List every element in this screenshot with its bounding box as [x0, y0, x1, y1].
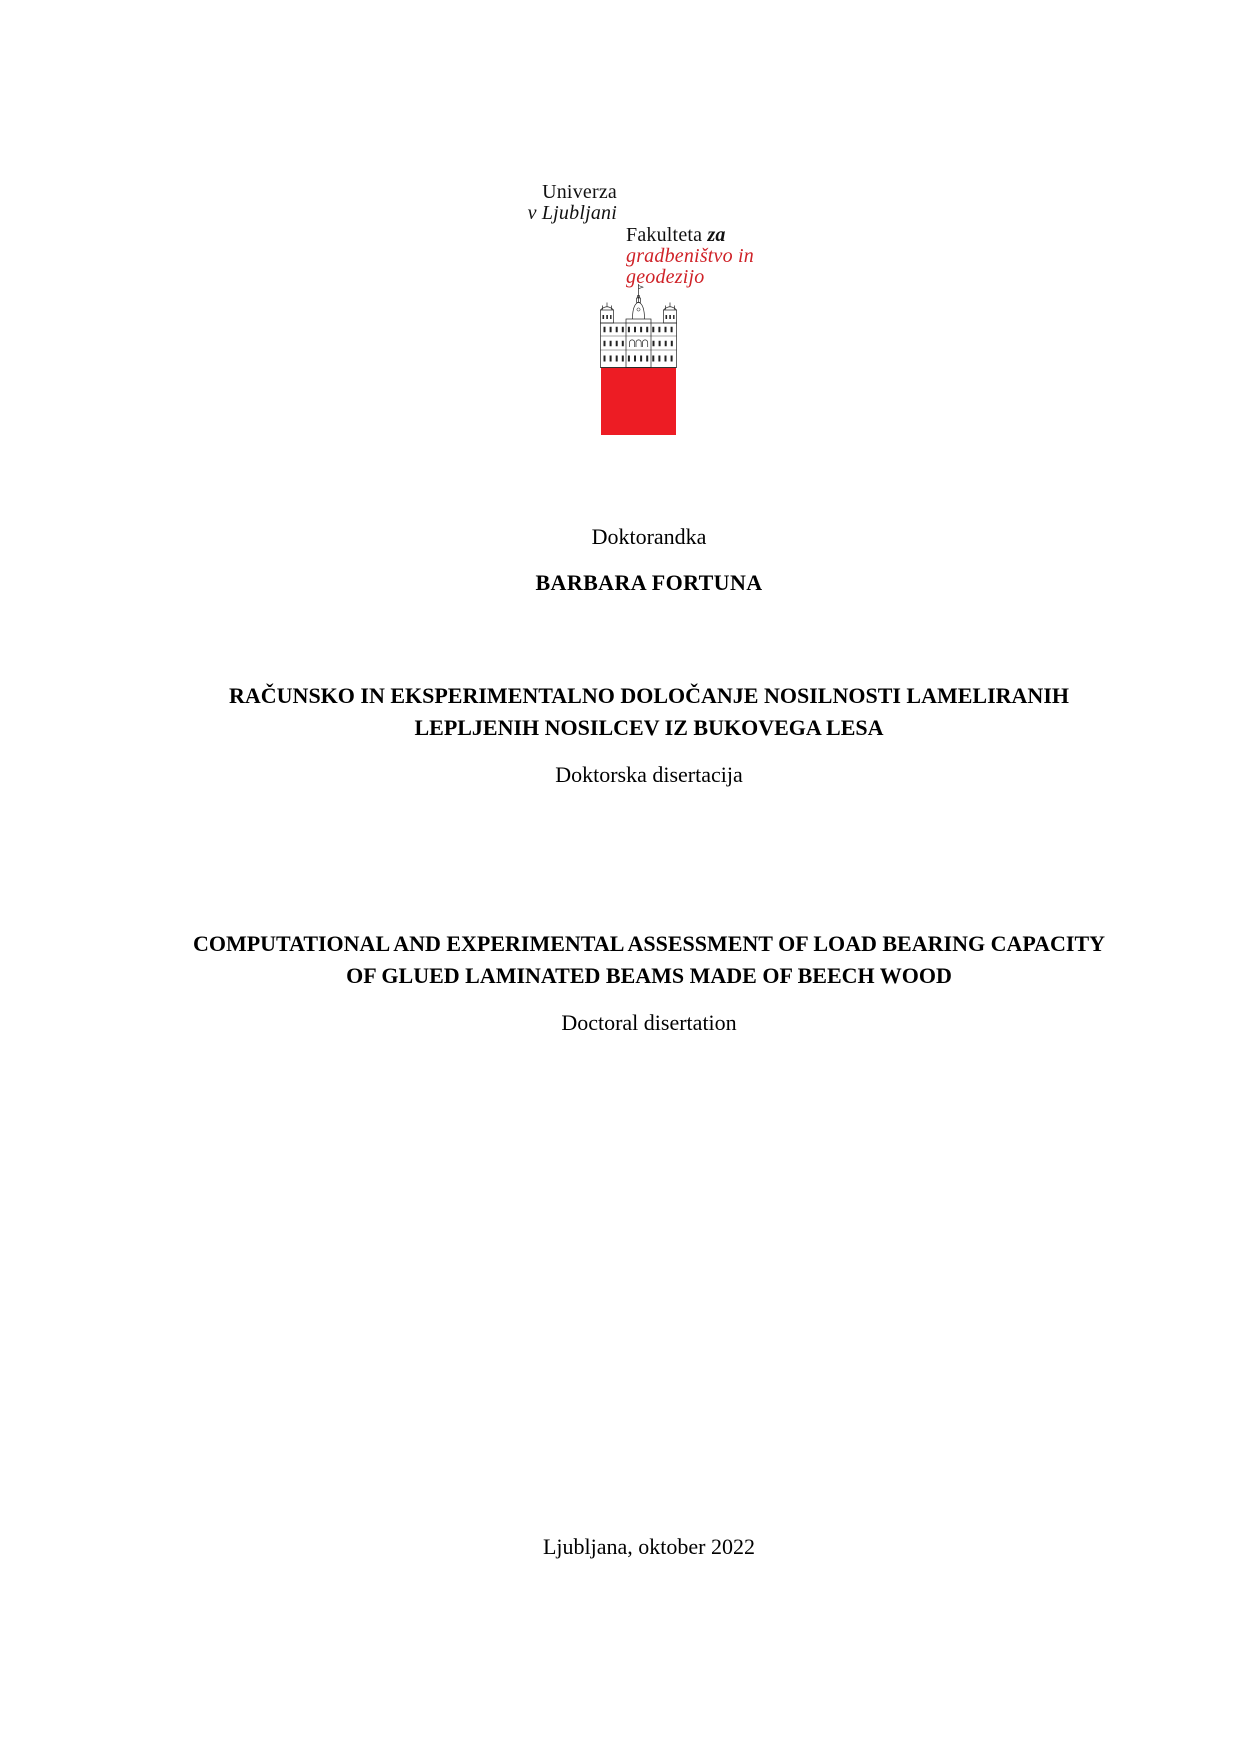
faculty-name-line3: geodezijo	[626, 266, 705, 288]
faculty-name-line1	[626, 225, 754, 246]
title-english-line2: OF GLUED LAMINATED BEAMS MADE OF BEECH WOOD	[346, 963, 952, 988]
faculty-name-line2: gradbeništvo in	[626, 245, 754, 267]
title-english-line1: COMPUTATIONAL AND EXPERIMENTAL ASSESSMENT OF LOAD BEARING CAPACITY	[192, 931, 1106, 956]
university-logotype	[420, 182, 617, 224]
faculty-word-za: za	[707, 224, 726, 246]
role-label: Doktorandka	[591, 524, 707, 549]
author-name: BARBARA FORTUNA	[535, 570, 763, 595]
subtitle-english: Doctoral disertation	[561, 1010, 737, 1035]
title-english	[57, 928, 1241, 992]
red-square-icon	[601, 368, 676, 435]
subtitle-slovenian: Doktorska disertacija	[555, 762, 743, 787]
faculty-logotype	[626, 225, 754, 288]
title-slovenian	[57, 680, 1241, 744]
faculty-word-fakulteta: Fakulteta	[626, 224, 708, 246]
title-slovenian-line2: LEPLJENIH NOSILCEV IZ BUKOVEGA LESA	[414, 715, 884, 740]
university-building-icon	[599, 283, 678, 368]
university-name-line1: Univerza	[542, 181, 617, 203]
place-and-date: Ljubljana, oktober 2022	[542, 1534, 755, 1559]
university-name-line2: v Ljubljani	[527, 202, 617, 224]
title-slovenian-line1: RAČUNSKO IN EKSPERIMENTALNO DOLOČANJE NOSILNOSTI LAMELIRANIH	[229, 683, 1069, 708]
